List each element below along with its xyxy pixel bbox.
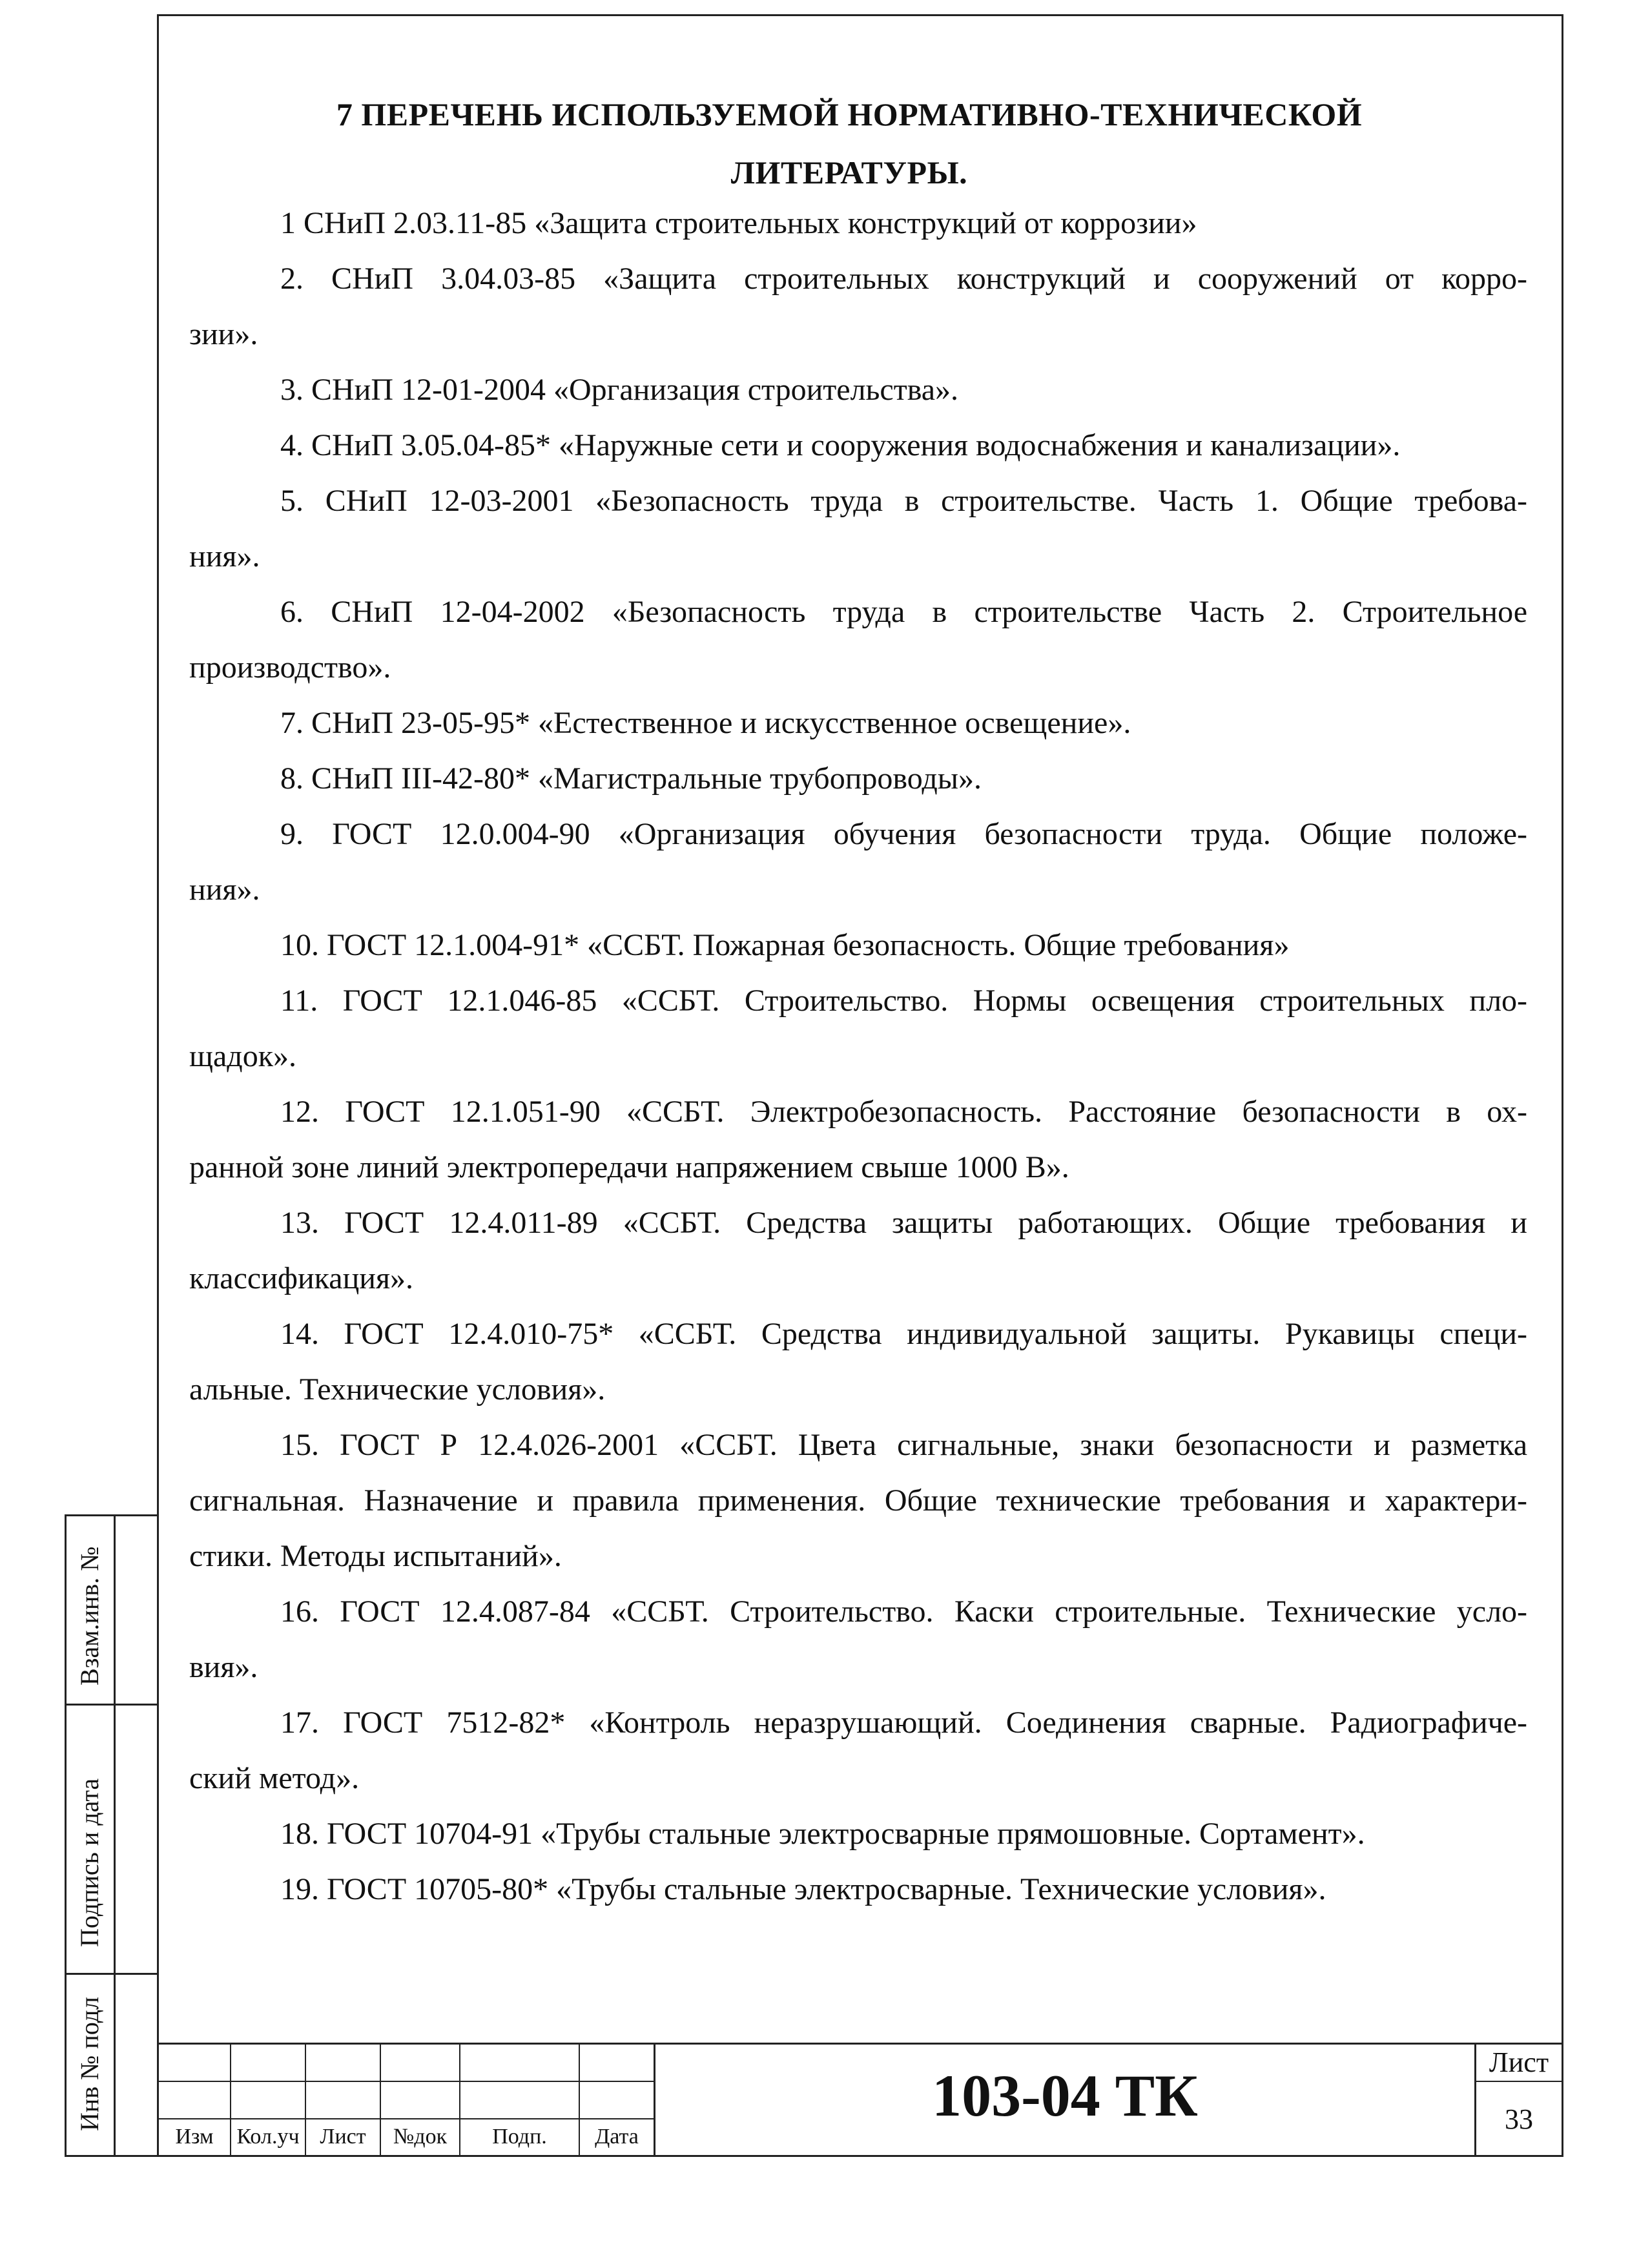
reference-item-2-continuation: зии». <box>189 317 258 351</box>
side-stamp-line-1 <box>65 1704 159 1706</box>
reference-item-1: 1 СНиП 2.03.11-85 «Защита строительных конструкций от коррозии» <box>280 206 1197 240</box>
reference-item-6-continuation: производство». <box>189 650 391 685</box>
reference-item-12: 12. ГОСТ 12.1.051-90 «ССБТ. Электробезопасность. Расстояние безопасности в ох- <box>280 1095 1527 1129</box>
reference-item-9-continuation: ния». <box>189 872 260 907</box>
side-stamp-mid-line <box>114 1514 116 2157</box>
reference-item-3: 3. СНиП 12-01-2004 «Организация строительства». <box>280 373 959 407</box>
reference-item-16-continuation: вия». <box>189 1650 258 1684</box>
tb-col-kol-uch: Кол.уч <box>236 2125 300 2149</box>
vzam-inv-label: Взам.инв. № <box>75 1546 104 1686</box>
reference-item-2: 2. СНиП 3.04.03-85 «Защита строительных конструкций и сооружений от корро- <box>280 262 1527 296</box>
reference-item-5-continuation: ния». <box>189 539 260 573</box>
reference-item-16: 16. ГОСТ 12.4.087-84 «ССБТ. Строительство. Каски строительные. Технические усло- <box>280 1594 1527 1629</box>
reference-item-6: 6. СНиП 12-04-2002 «Безопасность труда в строительстве Часть 2. Строительное <box>280 595 1527 629</box>
reference-item-8: 8. СНиП III-42-80* «Магистральные трубопроводы». <box>280 761 982 796</box>
sheet-number: 33 <box>1505 2103 1533 2135</box>
reference-item-15: 15. ГОСТ Р 12.4.026-2001 «ССБТ. Цвета сигнальные, знаки безопасности и разметка <box>280 1428 1527 1462</box>
tb-col-list: Лист <box>320 2125 366 2149</box>
reference-item-11: 11. ГОСТ 12.1.046-85 «ССБТ. Строительство. Нормы освещения строительных пло- <box>280 984 1527 1018</box>
reference-item-19: 19. ГОСТ 10705-80* «Трубы стальные электросварные. Технические условия». <box>280 1872 1326 1906</box>
reference-item-11-continuation: щадок». <box>189 1039 297 1073</box>
reference-item-14-continuation: альные. Технические условия». <box>189 1372 606 1407</box>
sheet-box-line <box>1474 2081 1563 2082</box>
tb-col-ndok: №док <box>393 2125 448 2149</box>
section-heading-line2: ЛИТЕРАТУРЫ. <box>730 154 968 191</box>
tb-col-data: Дата <box>595 2125 639 2149</box>
sheet-label: Лист <box>1489 2046 1549 2078</box>
frame-right-border <box>1562 14 1563 2157</box>
reference-item-10: 10. ГОСТ 12.1.004-91* «ССБТ. Пожарная безопасность. Общие требования» <box>280 928 1290 962</box>
reference-item-17: 17. ГОСТ 7512-82* «Контроль неразрушающий. Соединения сварные. Радиографиче- <box>280 1706 1527 1740</box>
frame-top-border <box>157 14 1563 16</box>
reference-item-9: 9. ГОСТ 12.0.004-90 «Организация обучения безопасности труда. Общие положе- <box>280 817 1527 851</box>
section-heading-line1: 7 ПЕРЕЧЕНЬ ИСПОЛЬЗУЕМОЙ НОРМАТИВНО-ТЕХНИЧЕСКОЙ <box>336 96 1363 132</box>
reference-item-15-continuation-2: стики. Методы испытаний». <box>189 1539 562 1573</box>
reference-item-7: 7. СНиП 23-05-95* «Естественное и искусственное освещение». <box>280 706 1131 740</box>
reference-item-13-continuation: классификация». <box>189 1261 414 1295</box>
reference-item-13: 13. ГОСТ 12.4.011-89 «ССБТ. Средства защиты работающих. Общие требования и <box>280 1206 1527 1240</box>
tb-col-podp: Подп. <box>492 2125 547 2149</box>
inv-podl-label: Инв № подл <box>75 1997 104 2131</box>
reference-item-15-continuation: сигнальная. Назначение и правила применения. Общие технические требования и характери- <box>189 1483 1527 1518</box>
reference-item-17-continuation: ский метод». <box>189 1761 360 1795</box>
reference-item-14: 14. ГОСТ 12.4.010-75* «ССБТ. Средства индивидуальной защиты. Рукавицы специ- <box>280 1317 1527 1351</box>
podpis-data-label: Подпись и дата <box>75 1778 104 1947</box>
reference-item-5: 5. СНиП 12-03-2001 «Безопасность труда в строительстве. Часть 1. Общие требова- <box>280 484 1527 518</box>
title-block-top-line <box>157 2043 1563 2045</box>
side-stamp-left-line <box>65 1514 67 2157</box>
frame-left-border <box>157 14 159 2157</box>
document-code: 103-04 ТК <box>932 2063 1198 2129</box>
side-stamp-top-line <box>65 1514 159 1516</box>
reference-item-12-continuation: ранной зоне линий электропередачи напряжением свыше 1000 В». <box>189 1150 1069 1184</box>
side-stamp-line-2 <box>65 1973 159 1975</box>
tb-col-izm: Изм <box>175 2125 214 2149</box>
reference-item-18: 18. ГОСТ 10704-91 «Трубы стальные электросварные прямошовные. Сортамент». <box>280 1817 1365 1851</box>
frame-bottom-border <box>65 2155 1563 2157</box>
reference-item-4: 4. СНиП 3.05.04-85* «Наружные сети и сооружения водоснабжения и канализации». <box>280 428 1401 462</box>
